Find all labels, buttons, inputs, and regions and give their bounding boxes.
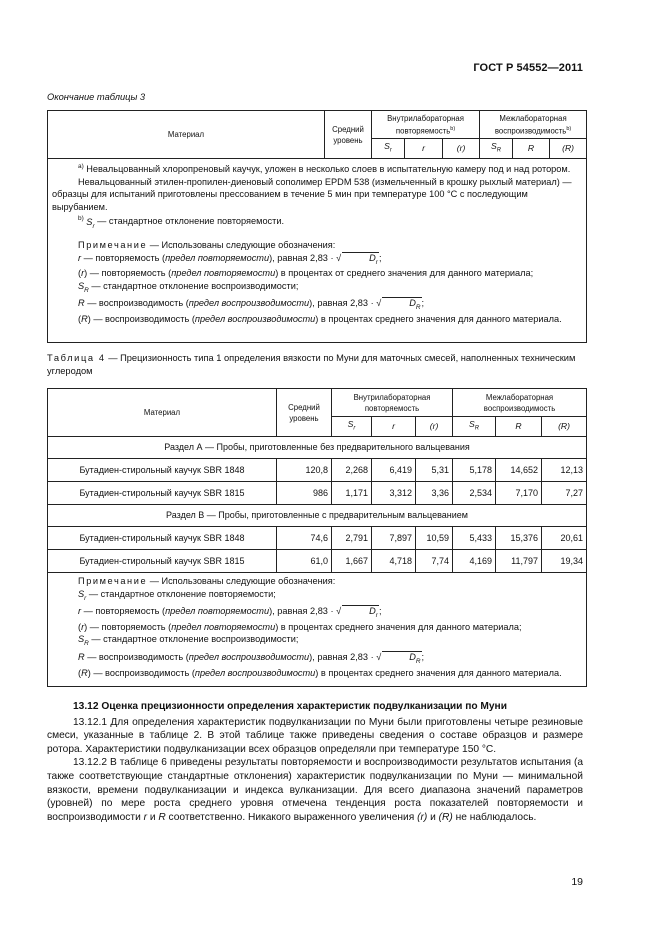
t4-notes	[48, 573, 587, 687]
t4-note-Rp: (R) — воспроизводимость (предел воспроизводимости) в процентах среднего значения для данного материала.	[78, 667, 562, 678]
t4-cell-material: Бутадиен-стирольный каучук SBR 1815	[48, 482, 277, 505]
t4-cell-R: 11,797	[496, 550, 542, 573]
t3-note-r: r — повторяемость (предел повторяемости), равная 2,83 · √ $D_r$;	[78, 252, 382, 266]
section-13-12	[47, 700, 583, 824]
section-heading: 13.12 Оценка прецизионности определения характеристик подвулканизации по Муни	[73, 701, 507, 712]
t4-cell-material: Бутадиен-стирольный каучук SBR 1848	[48, 527, 277, 550]
t3-sub-r: r	[405, 139, 443, 159]
t4-note-heading: Примечание — Использованы следующие обозначения:	[78, 576, 336, 586]
t4-note-sR: $S_R$ — стандартное отклонение воспроизводимости;	[78, 634, 299, 648]
t4-cell-mean: 61,0	[277, 550, 332, 573]
t3-footnote-a2: Невальцованный этилен-пропилен-диеновый сополимер EPDM 538 (измельченный в крошку рыхлый материал) — образцы для испытаний приготовлены прессованием в течение 5 мин при температуре 100 °С с последующим вырубанием.	[52, 176, 572, 212]
table3-caption: Окончание таблицы 3	[47, 92, 146, 102]
t3-sub-Rp: (R)	[550, 139, 587, 159]
t4-note-R: R — воспроизводимость (предел воспроизводимости), равная 2,83 · √ $D_R$;	[78, 651, 425, 665]
t4-cell-rp: 10,59	[416, 527, 453, 550]
t4-cell-R: 15,376	[496, 527, 542, 550]
t4-cell-Rp: 20,61	[542, 527, 587, 550]
table3	[47, 110, 587, 343]
t3-header-between: Межлабораторная воспроизводимость$^{b)}$	[480, 111, 587, 139]
table4	[47, 388, 587, 687]
t4-header-between: Межлабораторная воспроизводимость	[453, 389, 587, 417]
t3-header-within: Внутрилабораторная повторяемость$^{b)}$	[372, 111, 480, 139]
paragraph-13-12-2: 13.12.2 В таблице 6 приведены результаты повторяемости и воспроизводимости результатов испытания (а также соответствующие стандартные отклонения) характеристик подвулканизации по Муни — минимальной вязкости, времени подвулканизации и индекса вулканизации. Для всего диапазона значений параметров (уровней) по мере роста среднего уровня отмечена тенденция роста показателей повторяемости и воспроизводимости r и R соответственно. Никакого выраженного увеличения (r) и (R) не наблюдалось.	[47, 757, 583, 823]
t4-cell-r: 3,312	[372, 482, 416, 505]
t4-sub-rp: (r)	[416, 417, 453, 437]
t4-cell-sr: 1,667	[332, 550, 372, 573]
t4-cell-mean: 74,6	[277, 527, 332, 550]
t3-footnote-a: $^{a)}$ Невальцованный хлоропреновый каучук, уложен в несколько слоев в испытательную камеру под и над ротором.	[78, 163, 571, 175]
t4-cell-material: Бутадиен-стирольный каучук SBR 1848	[48, 459, 277, 482]
t4-cell-sR: 5,433	[453, 527, 496, 550]
t4-sub-sR: $S_R$	[453, 417, 496, 437]
t4-cell-Rp: 7,27	[542, 482, 587, 505]
t4-cell-mean: 986	[277, 482, 332, 505]
t3-sub-sR: $S_R$	[480, 139, 513, 159]
table-row	[48, 459, 587, 482]
t3-footnotes	[48, 159, 587, 343]
table4-caption: Таблица 4 — Прецизионность типа 1 определения вязкости по Муни для маточных смесей, наполненных техническим углеродом	[47, 353, 576, 376]
t4-cell-Rp: 19,34	[542, 550, 587, 573]
t4-cell-r: 4,718	[372, 550, 416, 573]
t3-note-heading: Примечание — Использованы следующие обозначения:	[78, 239, 336, 250]
t4-section-a: Раздел А — Пробы, приготовленные без предварительного вальцевания	[48, 437, 587, 459]
t3-sub-R: R	[513, 139, 550, 159]
t4-header-material: Материал	[48, 389, 277, 437]
t4-cell-mean: 120,8	[277, 459, 332, 482]
t4-cell-Rp: 12,13	[542, 459, 587, 482]
table-row	[48, 482, 587, 505]
t4-note-sr: $S_r$ — стандартное отклонение повторяемости;	[78, 588, 276, 602]
page-number: 19	[571, 876, 583, 888]
t3-note-sR: $S_R$ — стандартное отклонение воспроизводимости;	[78, 280, 299, 294]
t4-sub-Rp: (R)	[542, 417, 587, 437]
t3-header-mean: Средний уровень	[325, 111, 372, 159]
table-row	[48, 550, 587, 573]
t4-cell-sR: 5,178	[453, 459, 496, 482]
t4-sub-R: R	[496, 417, 542, 437]
paragraph-13-12-1: 13.12.1 Для определения характеристик подвулканизации по Муни были приготовлены четыре резиновые смеси, указанные в таблице 2. В этой таблице также приведены сведения о составе образцов и размере ротора. Характеристики подвулканизации всех образцов определяли при температуре 150 °С.	[47, 716, 583, 755]
t4-note-rp: (r) — повторяемость (предел повторяемости) в процентах среднего значения для данного материала;	[78, 621, 522, 632]
t3-footnote-b: $^{b)}$ $S_r$ — стандартное отклонение повторяемости.	[78, 215, 285, 230]
t4-cell-R: 14,652	[496, 459, 542, 482]
t4-cell-rp: 5,31	[416, 459, 453, 482]
t4-cell-sR: 2,534	[453, 482, 496, 505]
t4-cell-sr: 2,791	[332, 527, 372, 550]
t4-cell-sr: 2,268	[332, 459, 372, 482]
t3-note-Rp: (R) — воспроизводимость (предел воспроизводимости) в процентах среднего значения для данного материала.	[78, 314, 562, 325]
t4-cell-rp: 3,36	[416, 482, 453, 505]
t4-sub-r: r	[372, 417, 416, 437]
t3-note-rp: (r) — повторяемость (предел повторяемости) в процентах от среднего значения для данного материала;	[78, 268, 534, 279]
t3-sub-sr: $S_r$	[372, 139, 405, 159]
table-row	[48, 527, 587, 550]
t4-cell-material: Бутадиен-стирольный каучук SBR 1815	[48, 550, 277, 573]
t4-note-r: r — повторяемость (предел повторяемости), равная 2,83 · √ $D_r$;	[78, 606, 382, 619]
t4-header-within: Внутрилабораторная повторяемость	[332, 389, 453, 417]
t4-cell-r: 6,419	[372, 459, 416, 482]
t3-note-R: R — воспроизводимость (предел воспроизводимости), равная 2,83 · √ $D_R$;	[78, 298, 425, 312]
t4-cell-R: 7,170	[496, 482, 542, 505]
t4-cell-rp: 7,74	[416, 550, 453, 573]
t4-sub-sr: $S_r$	[332, 417, 372, 437]
t3-header-material: Материал	[48, 111, 325, 159]
t4-header-mean: Средний уровень	[277, 389, 332, 437]
document-code: ГОСТ Р 54552—2011	[473, 62, 583, 74]
t4-cell-sR: 4,169	[453, 550, 496, 573]
t4-cell-sr: 1,171	[332, 482, 372, 505]
t4-cell-r: 7,897	[372, 527, 416, 550]
t3-sub-rp: (r)	[443, 139, 480, 159]
t4-section-b: Раздел В — Пробы, приготовленные с предварительным вальцеванием	[48, 505, 587, 527]
